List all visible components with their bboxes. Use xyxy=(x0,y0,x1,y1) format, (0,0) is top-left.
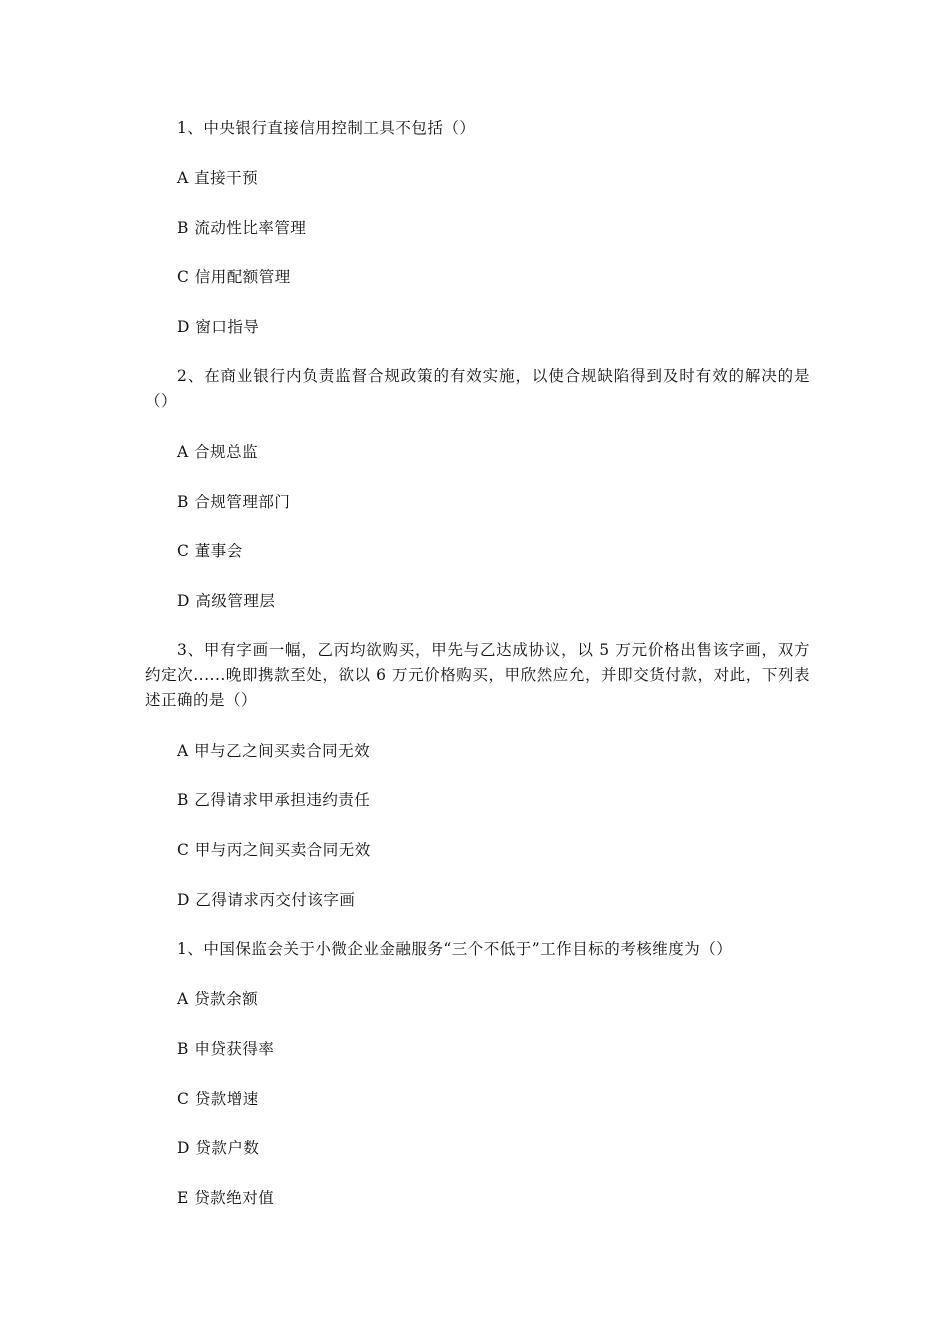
question-1-stem: 1、中央银行直接信用控制工具不包括（） xyxy=(177,119,476,137)
question-3-option-d: D 乙得请求丙交付该字画 xyxy=(177,891,356,909)
question-4-stem: 1、中国保监会关于小微企业金融服务“三个不低于”工作目标的考核维度为（） xyxy=(177,940,733,958)
question-1-option-c: C 信用配额管理 xyxy=(177,268,291,286)
question-2-option-b: B 合规管理部门 xyxy=(177,493,291,511)
question-3-stem: 3、甲有字画一幅，乙丙均欲购买，甲先与乙达成协议，以 5 万元价格出售该字画，双方约定次......晚即携款至处，欲以 6 万元价格购买，甲欣然应允，并即交货付款，对此，下列表述正确的是（） xyxy=(145,641,810,709)
question-1-option-b: B 流动性比率管理 xyxy=(177,219,307,237)
question-4-option-d: D 贷款户数 xyxy=(177,1139,260,1157)
question-1-option-d: D 窗口指导 xyxy=(177,318,260,336)
question-2-stem: 2、在商业银行内负责监督合规政策的有效实施，以使合规缺陷得到及时有效的解决的是（） xyxy=(145,367,810,410)
question-2-option-c: C 董事会 xyxy=(177,542,243,560)
question-1-option-a: A 直接干预 xyxy=(177,169,259,187)
question-3-option-c: C 甲与丙之间买卖合同无效 xyxy=(177,841,371,859)
question-3-option-a: A 甲与乙之间买卖合同无效 xyxy=(177,742,371,760)
question-2-option-a: A 合规总监 xyxy=(177,443,259,461)
question-2-option-d: D 高级管理层 xyxy=(177,592,276,610)
question-4-option-b: B 申贷获得率 xyxy=(177,1040,275,1058)
question-4-option-e: E 贷款绝对值 xyxy=(177,1189,275,1207)
question-4-option-c: C 贷款增速 xyxy=(177,1090,259,1108)
question-3-option-b: B 乙得请求甲承担违约责任 xyxy=(177,791,371,809)
question-4-option-a: A 贷款余额 xyxy=(177,990,259,1008)
